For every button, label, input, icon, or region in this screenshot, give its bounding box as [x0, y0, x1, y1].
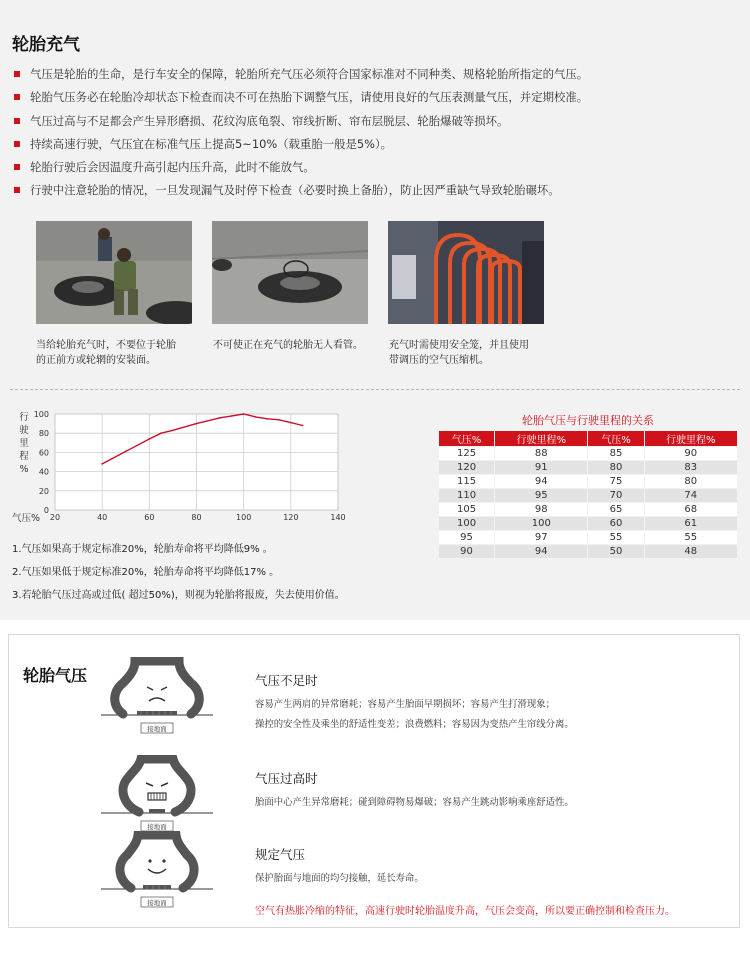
correct-pressure-state [255, 845, 424, 889]
x-tick-label: 100 [236, 513, 252, 522]
note-item: 2.气压如果低于规定标准20%，轮胎寿命将平均降低17% 。 [12, 567, 280, 578]
ground-label: 接地面 [147, 899, 167, 907]
list-item: 轮胎行驶后会因温度升高引起内压升高，此时不能放气。 [14, 156, 588, 179]
x-tick-label: 40 [97, 513, 108, 522]
table-cell: 105 [439, 503, 494, 516]
pressure-mileage-table [438, 430, 738, 559]
x-tick-label: 20 [49, 513, 61, 522]
data-point [125, 451, 127, 453]
inflation-rules-list [14, 63, 588, 203]
correct-pressure-tire-icon [101, 831, 213, 909]
table-cell: 88 [495, 447, 587, 460]
table-row [439, 503, 737, 516]
table-header: 行驶里程% [495, 431, 587, 446]
state-desc: 胎面中心产生异常磨耗；碰到障碍物易爆破；容易产生跳动影响乘座舒适性。 [255, 797, 574, 808]
list-item: 轮胎气压务必在轮胎冷却状态下检查而决不可在热胎下调整气压，请使用良好的气压表测量气压，并定期校准。 [14, 86, 588, 109]
photo-caption: 不可使正在充气的轮胎无人看管。 [213, 340, 363, 351]
table-cell: 48 [645, 545, 737, 558]
table-cell: 70 [588, 489, 643, 502]
table-header: 气压% [439, 431, 494, 446]
data-point [278, 419, 280, 421]
table-cell: 60 [588, 517, 643, 530]
table-cell: 83 [645, 461, 737, 474]
state-desc: 保护胎面与地面的均匀接触，延长寿命。 [255, 873, 424, 884]
table-cell: 95 [495, 489, 587, 502]
x-tick-label: 140 [330, 513, 346, 522]
y-tick-label: 40 [38, 467, 49, 477]
tire-pressure-panel [8, 634, 740, 928]
x-axis-label: 气压% [12, 513, 41, 524]
table-cell: 125 [439, 447, 494, 460]
table-cell: 80 [645, 475, 737, 488]
table-header: 行驶里程% [645, 431, 737, 446]
list-item: 气压是轮胎的生命，是行车安全的保障，轮胎所充气压必须符合国家标准对不同种类、规格轮胎所指定的气压。 [14, 63, 588, 86]
table-cell: 55 [588, 531, 643, 544]
x-tick-label: 120 [283, 513, 299, 522]
section-title: 轮胎充气 [12, 35, 80, 55]
state-desc: 操控的安全性及乘坐的舒适性变差；浪费燃料；容易因为变热产生帘线分离。 [255, 719, 574, 730]
y-tick-label: 0 [43, 506, 49, 515]
underinflated-state [255, 671, 574, 735]
note-item: 1.气压如果高于规定标准20%，轮胎寿命将平均降低9% 。 [12, 544, 273, 555]
overinflated-tire-icon [101, 755, 213, 833]
y-tick-label: 80 [38, 429, 49, 439]
table-cell: 97 [495, 531, 587, 544]
table-cell: 65 [588, 503, 643, 516]
table-cell: 80 [588, 461, 643, 474]
table-cell: 115 [439, 475, 494, 488]
data-point [101, 463, 103, 465]
note-item: 3.若轮胎气压过高或过低( 超过50%)，则视为轮胎将报废，失去使用价值。 [12, 590, 345, 601]
table-cell: 100 [495, 517, 587, 530]
pressure-mileage-chart [0, 400, 370, 530]
table-cell: 75 [588, 475, 643, 488]
table-cell: 68 [645, 503, 737, 516]
data-point [231, 415, 233, 417]
table-cell: 94 [495, 475, 587, 488]
table-cell: 91 [495, 461, 587, 474]
x-tick-label: 60 [144, 513, 155, 522]
table-cell: 50 [588, 545, 643, 558]
y-axis-label: 驶 [19, 425, 29, 436]
table-cell: 98 [495, 503, 587, 516]
table-cell: 120 [439, 461, 494, 474]
table-row [439, 475, 737, 488]
data-point [149, 438, 151, 440]
state-desc: 容易产生两肩的异常磨耗；容易产生胎面早期损坏；容易产生打滑现象； [255, 699, 556, 710]
table-cell: 74 [645, 489, 737, 502]
table-header-row [439, 431, 737, 446]
data-point [172, 430, 174, 432]
photo-workers-inflating-tire [36, 221, 192, 324]
list-item: 气压过高与不足都会产生异形磨损、花纹沟底龟裂、帘线折断、帘布层脱层、轮胎爆破等损坏。 [14, 110, 588, 133]
chart-svg [0, 400, 370, 530]
table-cell: 94 [495, 545, 587, 558]
photo-unattended-tire [212, 221, 368, 324]
y-tick-label: 60 [38, 448, 49, 458]
table-cell: 90 [645, 447, 737, 460]
table-row [439, 517, 737, 530]
y-axis-label: % [19, 464, 29, 475]
table-cell: 61 [645, 517, 737, 530]
underinflated-tire-icon [101, 657, 213, 735]
y-axis-label: 程 [19, 451, 29, 462]
x-tick-label: 80 [191, 513, 202, 522]
list-item: 持续高速行驶，气压宜在标准气压上提高5~10%（载重胎一般是5%）。 [14, 133, 588, 156]
photo-caption: 当给轮胎充气时，不要位于轮胎 的正前方或轮辋的安装面。 [36, 340, 176, 366]
photo-safety-cage [388, 221, 544, 324]
section-divider [10, 389, 740, 390]
table-cell: 100 [439, 517, 494, 530]
panel-footnote: 空气有热胀冷缩的特征，高速行驶时轮胎温度升高，气压会变高，所以要正确控制和检查压力。 [255, 906, 675, 917]
list-item: 行驶中注意轮胎的情况，一旦发现漏气及时停下检查（必要时换上备胎），防止因严重缺气导致轮胎碾坏。 [14, 179, 588, 202]
table-row [439, 531, 737, 544]
data-point [243, 413, 245, 415]
table-cell: 90 [439, 545, 494, 558]
table-cell: 110 [439, 489, 494, 502]
overinflated-state [255, 769, 574, 813]
table-row [439, 461, 737, 474]
y-tick-label: 20 [38, 486, 49, 496]
pressure-notes [12, 538, 345, 607]
table-row [439, 545, 737, 558]
data-point [302, 425, 304, 427]
table-header: 气压% [588, 431, 643, 446]
table-cell: 85 [588, 447, 643, 460]
y-axis-label: 里 [19, 438, 29, 449]
table-row [439, 489, 737, 502]
data-point [255, 416, 257, 418]
ground-label: 接地面 [147, 823, 167, 831]
state-title: 气压过高时 [255, 771, 318, 786]
data-point [160, 432, 162, 434]
data-point [290, 422, 292, 424]
table-row [439, 447, 737, 460]
y-tick-label: 100 [33, 410, 49, 419]
y-axis-label: 行 [19, 412, 29, 423]
table-title: 轮胎气压与行驶里程的关系 [522, 414, 654, 427]
data-point [266, 418, 268, 420]
table-cell: 55 [645, 531, 737, 544]
state-title: 气压不足时 [255, 673, 318, 688]
ground-label: 接地面 [147, 725, 167, 733]
panel-title: 轮胎气压 [23, 666, 88, 685]
state-title: 规定气压 [255, 847, 306, 862]
table-cell: 95 [439, 531, 494, 544]
data-point [196, 423, 198, 425]
data-point [219, 417, 221, 419]
photo-caption: 充气时需使用安全笼，并且使用 带调压的空气压缩机。 [389, 340, 529, 366]
